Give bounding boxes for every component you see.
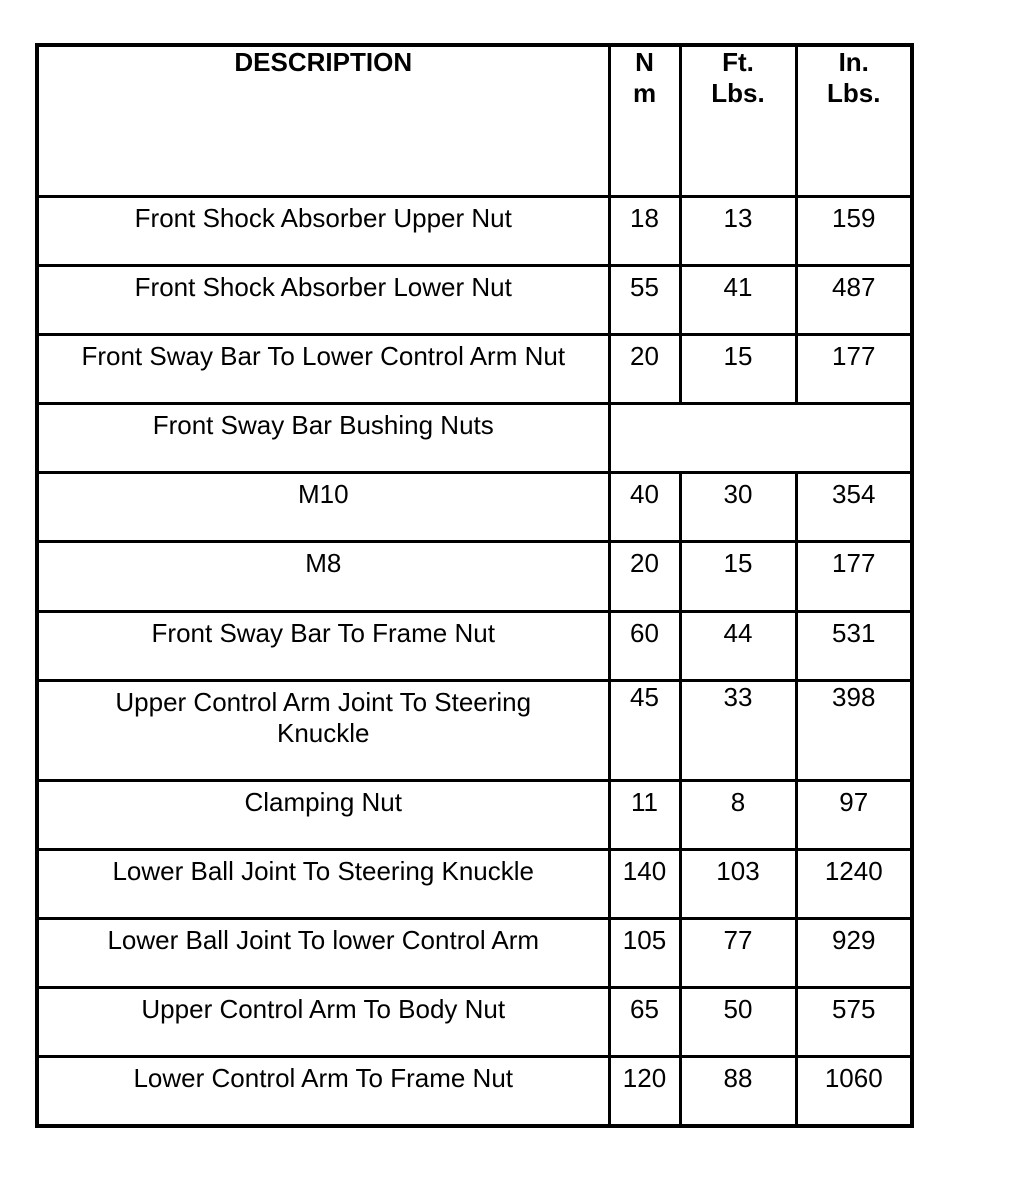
in-lbs-header-line1: In. <box>838 47 869 77</box>
ft-lbs-cell: 13 <box>680 196 796 265</box>
nm-cell: 65 <box>609 988 680 1057</box>
table-row <box>37 265 912 334</box>
description-line2: Knuckle <box>277 717 370 748</box>
table-row <box>37 542 912 611</box>
in-lbs-cell: 354 <box>796 473 912 542</box>
ft-lbs-header-line2: Lbs. <box>711 78 765 108</box>
table-row <box>37 919 912 988</box>
table-row <box>37 988 912 1057</box>
ft-lbs-cell: 8 <box>680 780 796 849</box>
ft-lbs-header <box>680 45 796 196</box>
torque-specification-table <box>35 43 914 1128</box>
description-cell: Front Shock Absorber Upper Nut <box>37 196 609 265</box>
table-row <box>37 196 912 265</box>
table-row-group-heading <box>37 404 912 473</box>
description-cell: Front Shock Absorber Lower Nut <box>37 265 609 334</box>
nm-cell: 20 <box>609 335 680 404</box>
table-row <box>37 680 912 780</box>
in-lbs-cell: 398 <box>796 680 912 780</box>
in-lbs-cell: 97 <box>796 780 912 849</box>
description-cell <box>37 680 609 780</box>
nm-header-line2: m <box>632 78 657 108</box>
description-cell: Front Sway Bar Bushing Nuts <box>37 404 609 473</box>
table-row <box>37 849 912 918</box>
description-line1: Upper Control Arm Joint To Steering <box>115 686 532 717</box>
description-cell: Lower Ball Joint To lower Control Arm <box>37 919 609 988</box>
ft-lbs-cell: 33 <box>680 680 796 780</box>
in-lbs-cell: 177 <box>796 335 912 404</box>
ft-lbs-cell: 88 <box>680 1057 796 1126</box>
description-cell: Upper Control Arm To Body Nut <box>37 988 609 1057</box>
nm-cell: 105 <box>609 919 680 988</box>
empty-values-cell <box>609 404 912 473</box>
nm-cell: 18 <box>609 196 680 265</box>
nm-cell: 20 <box>609 542 680 611</box>
table-row <box>37 335 912 404</box>
header-row <box>37 45 912 196</box>
table-row <box>37 780 912 849</box>
description-cell: Clamping Nut <box>37 780 609 849</box>
in-lbs-cell: 1240 <box>796 849 912 918</box>
ft-lbs-cell: 30 <box>680 473 796 542</box>
ft-lbs-cell: 15 <box>680 542 796 611</box>
description-header <box>37 45 609 196</box>
in-lbs-cell: 531 <box>796 611 912 680</box>
table-row <box>37 1057 912 1126</box>
nm-cell: 55 <box>609 265 680 334</box>
in-lbs-cell: 575 <box>796 988 912 1057</box>
in-lbs-header-line2: Lbs. <box>827 78 881 108</box>
description-cell: M10 <box>37 473 609 542</box>
table-row <box>37 473 912 542</box>
nm-cell: 45 <box>609 680 680 780</box>
table-row <box>37 611 912 680</box>
description-cell: Front Sway Bar To Lower Control Arm Nut <box>37 335 609 404</box>
ft-lbs-cell: 103 <box>680 849 796 918</box>
description-cell: Lower Ball Joint To Steering Knuckle <box>37 849 609 918</box>
nm-cell: 40 <box>609 473 680 542</box>
in-lbs-cell: 487 <box>796 265 912 334</box>
ft-lbs-header-line1: Ft. <box>722 47 754 77</box>
nm-header-line1: N <box>635 47 654 77</box>
description-cell: Front Sway Bar To Frame Nut <box>37 611 609 680</box>
nm-cell: 140 <box>609 849 680 918</box>
in-lbs-cell: 159 <box>796 196 912 265</box>
nm-cell: 120 <box>609 1057 680 1126</box>
description-cell: Lower Control Arm To Frame Nut <box>37 1057 609 1126</box>
ft-lbs-cell: 15 <box>680 335 796 404</box>
nm-cell: 60 <box>609 611 680 680</box>
ft-lbs-cell: 44 <box>680 611 796 680</box>
description-cell: M8 <box>37 542 609 611</box>
ft-lbs-cell: 50 <box>680 988 796 1057</box>
in-lbs-cell: 929 <box>796 919 912 988</box>
description-header-label: DESCRIPTION <box>234 47 413 77</box>
ft-lbs-cell: 77 <box>680 919 796 988</box>
in-lbs-cell: 1060 <box>796 1057 912 1126</box>
in-lbs-header <box>796 45 912 196</box>
nm-cell: 11 <box>609 780 680 849</box>
nm-header <box>609 45 680 196</box>
ft-lbs-cell: 41 <box>680 265 796 334</box>
in-lbs-cell: 177 <box>796 542 912 611</box>
